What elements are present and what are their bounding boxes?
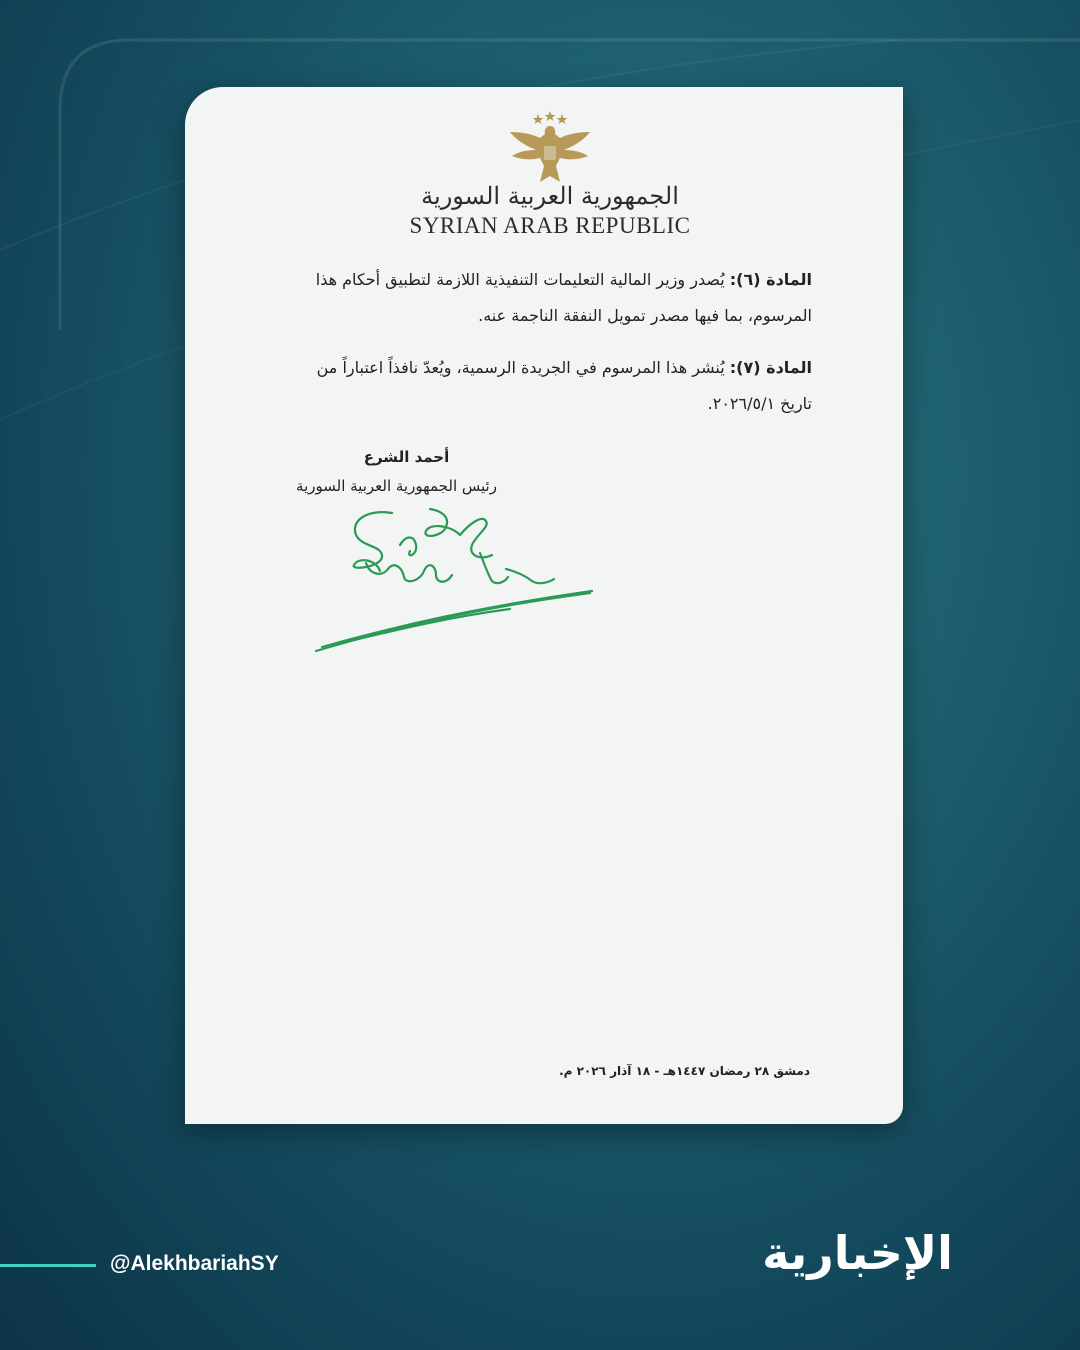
signer-title: رئيس الجمهورية العربية السورية [296, 477, 497, 495]
article-label: المادة (٦): [729, 270, 812, 289]
republic-name-english: SYRIAN ARAB REPUBLIC [409, 213, 691, 238]
article-text: يُنشر هذا المرسوم في الجريدة الرسمية، ويُعدّ نافذاً اعتباراً من تاريخ ٢٠٢٦/٥/١. [316, 358, 812, 413]
signer-name: أحمد الشرع [363, 448, 450, 466]
decree-date: دمشق ٢٨ رمضان ١٤٤٧هـ - ١٨ آذار ٢٠٢٦ م. [559, 1064, 810, 1078]
republic-name-arabic: الجمهورية العربية السورية [421, 182, 679, 210]
article-7 [290, 350, 812, 422]
syrian-eagle-emblem-icon [506, 110, 594, 186]
article-text: يُصدر وزير المالية التعليمات التنفيذية اللازمة لتطبيق أحكام هذا المرسوم، بما فيها مصدر تمويل النفقة الناجمة عنه. [315, 270, 812, 325]
article-label: المادة (٧): [729, 358, 812, 377]
presidential-signature [310, 505, 600, 665]
alekhbariah-logo: الإخبارية [762, 1226, 953, 1280]
article-6 [290, 262, 812, 334]
social-handle[interactable]: @AlekhbariahSY [110, 1252, 279, 1275]
accent-line [0, 1264, 96, 1267]
